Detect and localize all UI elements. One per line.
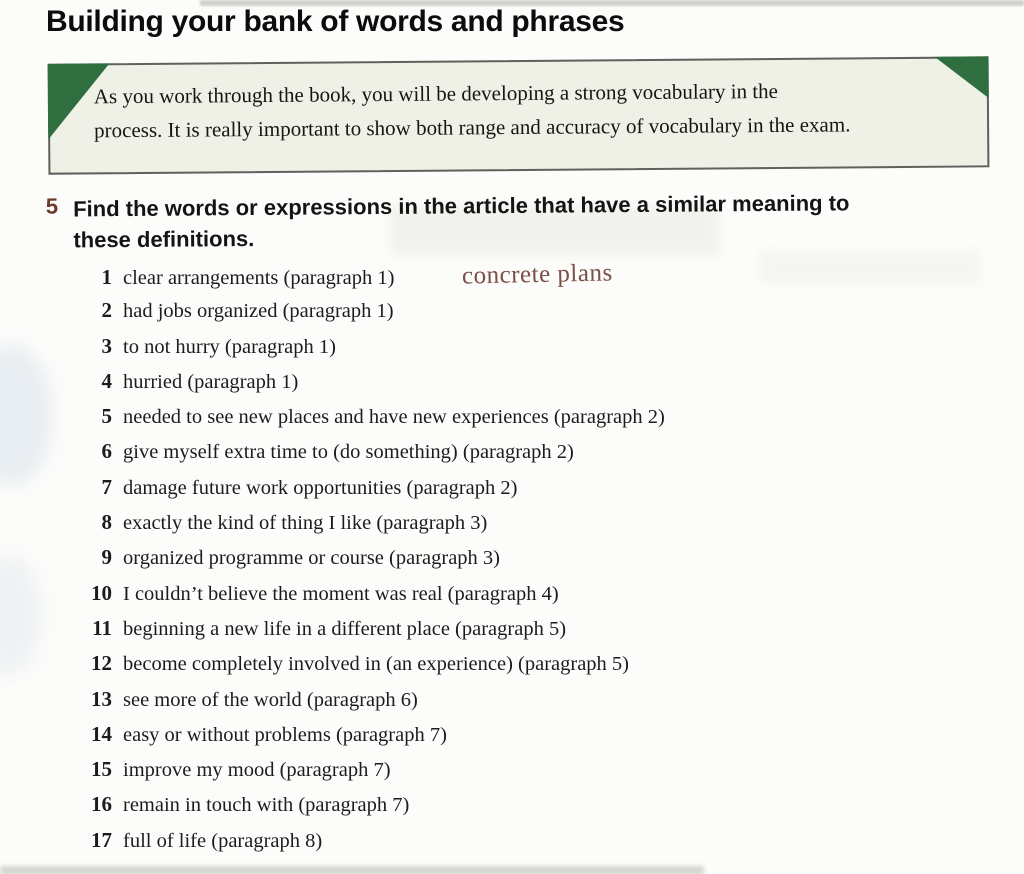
definition-item — [84, 334, 665, 369]
item-text: exactly the kind of thing I like (paragraph 3) — [123, 512, 488, 535]
exercise-heading — [46, 186, 976, 255]
tip-box-line: process. It is really important to show both range and accuracy of vocabulary in the exam. — [94, 112, 851, 143]
definition-item — [84, 722, 665, 757]
definitions-list — [84, 259, 665, 863]
exercise-number: 5 — [45, 193, 59, 219]
item-text: easy or without problems (paragraph 7) — [123, 723, 447, 746]
definition-item — [84, 616, 665, 651]
definition-item — [84, 475, 665, 510]
instruction-line: Find the words or expressions in the article that have a similar meaning to — [73, 190, 850, 222]
definition-item — [84, 439, 665, 474]
item-text: see more of the world (paragraph 6) — [123, 688, 418, 711]
page-title: Building your bank of words and phrases — [46, 5, 625, 38]
definition-item — [84, 510, 665, 545]
item-text: remain in touch with (paragraph 7) — [123, 794, 410, 817]
item-number: 11 — [92, 615, 112, 640]
item-number: 14 — [91, 721, 112, 746]
definition-item — [84, 259, 665, 298]
item-number: 4 — [101, 368, 112, 393]
definition-item — [84, 828, 665, 863]
definition-item — [84, 757, 665, 792]
scan-artifact-bottom-strip — [0, 866, 704, 874]
item-number: 15 — [91, 757, 112, 782]
scan-artifact-blob — [0, 345, 52, 485]
item-number: 9 — [101, 545, 112, 570]
item-number: 12 — [91, 651, 112, 676]
item-text: organized programme or course (paragraph 3) — [123, 547, 500, 570]
item-text: improve my mood (paragraph 7) — [123, 759, 391, 782]
item-text: give myself extra time to (do something) (paragraph 2) — [123, 441, 574, 464]
scan-artifact-blob — [0, 555, 42, 675]
tip-box-line: As you work through the book, you will be developing a strong vocabulary in the — [93, 78, 779, 109]
tip-box — [48, 56, 990, 174]
tip-box-text — [94, 72, 975, 147]
scan-artifact-ghost — [760, 250, 980, 284]
instruction-line: these definitions. — [73, 226, 255, 253]
item-text: full of life (paragraph 8) — [123, 829, 323, 852]
item-number: 1 — [101, 265, 112, 289]
item-number: 10 — [91, 580, 112, 605]
exercise-instruction — [73, 187, 850, 255]
item-text: clear arrangements (paragraph 1) — [123, 267, 395, 289]
item-number: 8 — [101, 510, 112, 535]
item-number: 7 — [101, 474, 112, 499]
definition-item — [84, 298, 665, 333]
definition-item — [84, 651, 665, 686]
handwritten-answer: concrete plans — [462, 259, 614, 290]
item-number: 5 — [101, 404, 112, 429]
item-number: 3 — [101, 333, 112, 358]
item-text: hurried (paragraph 1) — [123, 370, 299, 393]
item-text: become completely involved in (an experience) (paragraph 5) — [123, 653, 630, 676]
definition-item — [84, 581, 665, 616]
definition-item — [84, 369, 665, 404]
item-text: damage future work opportunities (paragraph 2) — [123, 476, 518, 499]
item-text: had jobs organized (paragraph 1) — [123, 300, 394, 323]
item-number: 2 — [101, 298, 112, 323]
definition-item — [84, 687, 665, 722]
item-text: I couldn’t believe the moment was real (paragraph 4) — [123, 582, 559, 605]
definition-item — [84, 404, 665, 439]
item-number: 6 — [101, 439, 112, 464]
item-text: beginning a new life in a different place (paragraph 5) — [123, 617, 567, 640]
item-text: needed to see new places and have new experiences (paragraph 2) — [123, 406, 665, 429]
item-text: to not hurry (paragraph 1) — [123, 335, 336, 358]
item-number: 13 — [91, 686, 112, 711]
definition-item — [84, 792, 665, 827]
definition-item — [84, 545, 665, 580]
item-number: 16 — [91, 792, 112, 817]
item-number: 17 — [91, 827, 112, 852]
